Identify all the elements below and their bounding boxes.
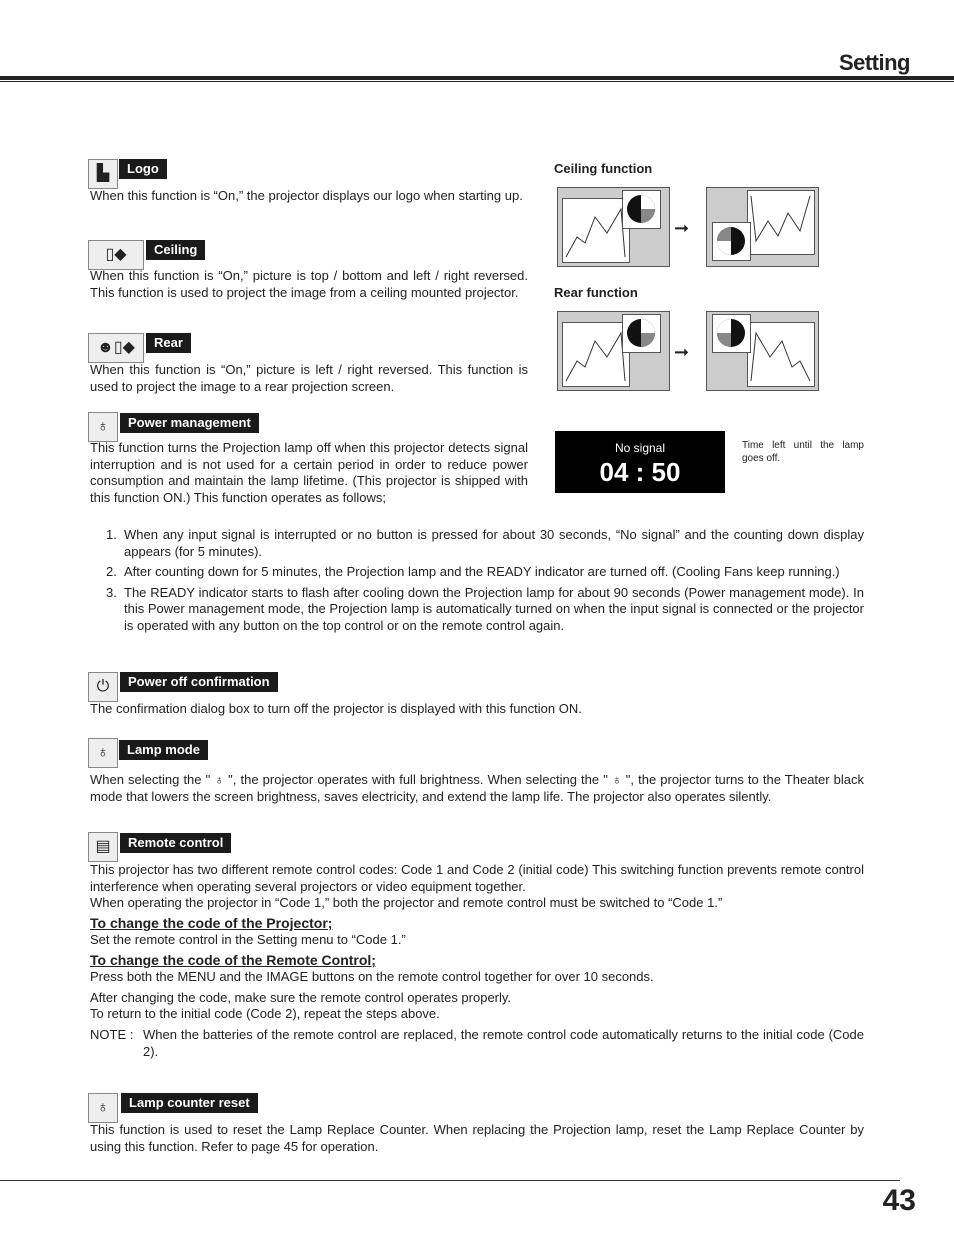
rear-label: Rear (146, 333, 191, 353)
header-rule-thin (0, 81, 954, 82)
ceiling-function-caption: Ceiling function (554, 161, 653, 176)
lamp-full-icon: " ♁ " (205, 772, 233, 787)
lamp-mode-icon: ♁ (88, 738, 118, 768)
power-off-label: Power off confirmation (120, 672, 278, 692)
lamp-eco-icon: " ♁ " (603, 772, 631, 787)
lamp-reset-label: Lamp counter reset (121, 1093, 258, 1113)
projector-code-text: Set the remote control in the Setting menu to “Code 1.” (90, 932, 406, 947)
logo-icon: ▙ (88, 159, 118, 189)
remote-control-label: Remote control (120, 833, 231, 853)
ceiling-icon: ▯◆ (88, 240, 144, 270)
header-rule (0, 76, 954, 80)
lamp-reset-icon: ♁ (88, 1093, 118, 1123)
no-signal-text: No signal (614, 441, 666, 455)
remote-after-text: After changing the code, make sure the remote control operates properly. (90, 990, 512, 1005)
list-item: 3. The READY indicator starts to flash after cooling down the Projection lamp for about 90 seconds (Power management mode). In this Power management mode, the Projection lamp is automatically turned on when the input signal is connected or the projector is operated with any button on the top control or on the remote control again. (106, 584, 864, 633)
logo-text: When this function is “On,” the projector displays our logo when starting up. (90, 188, 523, 203)
projector-code-heading: To change the code of the Projector; (90, 915, 333, 931)
power-off-text: The confirmation dialog box to turn off the projector is displayed with this function ON. (90, 701, 582, 716)
note-label: NOTE : (90, 1027, 134, 1042)
ceiling-label: Ceiling (146, 240, 205, 260)
page-title: Setting (838, 50, 910, 75)
power-management-text: This function turns the Projection lamp off when this projector detects signal interruption and is not used for a certain period in order to reduce power consumption and maintain the lamp lifetime. (This projector is shipped with this function ON.) This function operates as follows; (90, 440, 528, 505)
remote-text-1: This projector has two different remote control codes: Code 1 and Code 2 (initial code) This switching function prevents remote control interference when operating several projectors or video equipment together. (90, 862, 864, 894)
arrow-icon: ➞ (674, 218, 690, 238)
no-signal-display (555, 431, 725, 493)
ceiling-figure-before (557, 187, 670, 267)
rear-figure-before (557, 311, 670, 391)
arrow-icon: ➞ (674, 342, 690, 362)
remote-icon: ▤ (88, 832, 118, 862)
remote-code-heading: To change the code of the Remote Control; (90, 952, 376, 968)
remote-return-text: To return to the initial code (Code 2), repeat the steps above. (90, 1006, 440, 1021)
power-management-list (90, 527, 864, 638)
lamp-mode-text: When selecting the " ♁ ", the projector operates with full brightness. When selecting the " ♁ ", the projector turns to the Theater black mode that lowers the screen brightness, saves electricity, and extend the lamp life. The projector also operates silently. (90, 772, 865, 804)
rear-icon: ☻▯◆ (88, 333, 144, 363)
logo-label: Logo (119, 159, 167, 179)
lamp-mode-label: Lamp mode (119, 740, 208, 760)
list-item: 1. When any input signal is interrupted or no button is pressed for about 30 seconds, “No signal” and the counting down display appears (for 5 minutes). (106, 527, 864, 559)
ceiling-text: When this function is “On,” picture is top / bottom and left / right reversed. This function is used to project the image from a ceiling mounted projector. (90, 268, 528, 300)
rear-function-caption: Rear function (554, 285, 638, 300)
note-text: When the batteries of the remote control are replaced, the remote control code automatically returns to the initial code (Code 2). (143, 1027, 864, 1059)
rear-text: When this function is “On,” picture is left / right reversed. This function is used to project the image to a rear projection screen. (90, 362, 528, 394)
power-off-icon: ⏻ (88, 672, 118, 702)
lamp-icon: ♁ (88, 412, 118, 442)
ceiling-figure-after (706, 187, 819, 267)
footer-rule (0, 1180, 900, 1181)
lamp-reset-text: This function is used to reset the Lamp Replace Counter. When replacing the Projection lamp, reset the Lamp Replace Counter by using this function. Refer to page 45 for operation. (90, 1122, 864, 1154)
power-management-label: Power management (120, 413, 259, 433)
countdown-text: 04 : 50 (599, 457, 681, 487)
page-number: 43 (882, 1184, 916, 1217)
remote-text-2: When operating the projector in “Code 1,” both the projector and remote control must be switched to “Code 1.” (90, 895, 723, 910)
countdown-note: Time left until the lamp goes off. (742, 440, 864, 464)
remote-code-text: Press both the MENU and the IMAGE buttons on the remote control together for over 10 seconds. (90, 969, 654, 984)
rear-figure-after (706, 311, 819, 391)
list-item: 2. After counting down for 5 minutes, the Projection lamp and the READY indicator are turned off. (Cooling Fans keep running.) (106, 564, 840, 579)
